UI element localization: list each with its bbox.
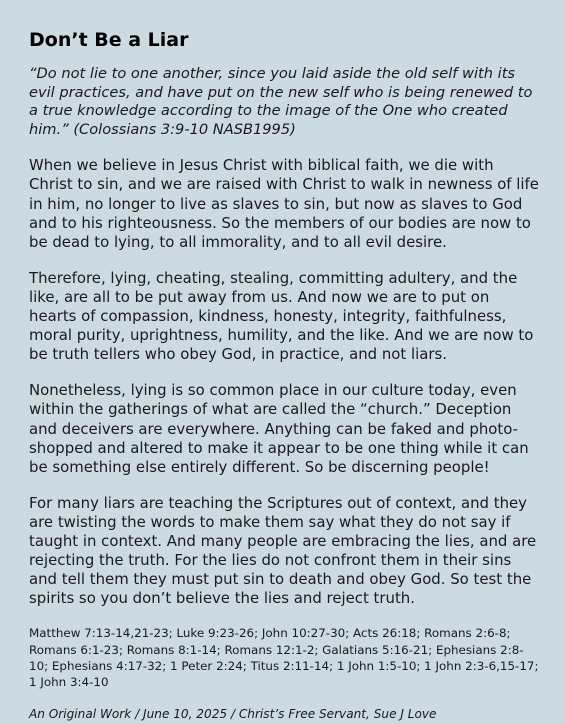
body-paragraph-3: Nonetheless, lying is so common place in our culture today, even within the gatherings of what are called the “church.” Deception and deceivers are everywhere. Anything can be faked and photo-shopped and altered to make it appear to be one thing while it can be something else entirely different. So be discerning people! <box>29 381 529 476</box>
body-paragraph-2: Therefore, lying, cheating, stealing, committing adultery, and the like, are all to be put away from us. And now we are to put on hearts of compassion, kindness, honesty, integrity, faithfulness, moral purity, uprightness, humility, and the like. And we are now to be truth tellers who obey God, in practice, and not liars. <box>29 268 534 364</box>
body-paragraph-1: When we believe in Jesus Christ with biblical faith, we die with Christ to sin, and we are raised with Christ to walk in newness of life in him, no longer to live as slaves to sin, but now as slaves to God and to his righteousness. So the members of our bodies are now to be dead to lying, to all immorality, and to all evil desire. <box>29 156 539 251</box>
body-paragraph-4: For many liars are teaching the Scriptures out of context, and they are twisting the words to make them say what they do not say if taught in context. And many people are embracing the lies, and are rejecting the truth. For the lies do not confront them in their sins and tell them they must put sin to death and obey God. So test the spirits so you don’t believe the lies and reject truth. <box>29 493 537 608</box>
author-footer: An Original Work / June 10, 2025 / Christ’s Free Servant, Sue J Love <box>29 707 437 722</box>
page-title: Don’t Be a Liar <box>29 29 189 51</box>
scripture-quote: “Do not lie to one another, since you laid aside the old self with its evil practices, and have put on the new self who is being renewed to a true knowledge according to the image of the One who created him.” (Colossians 3:9-10 NASB1995) <box>29 65 533 138</box>
scripture-references: Matthew 7:13-14,21-23; Luke 9:23-26; John 10:27-30; Acts 26:18; Romans 2:6-8; Romans 6:1-23; Romans 8:1-14; Romans 12:1-2; Galatians 5:16-21; Ephesians 2:8-10; Ephesians 4:17-32; 1 Peter 2:24; Titus 2:11-14; 1 John 1:5-10; 1 John 2:3-6,15-17; 1 John 3:4-10 <box>29 626 539 689</box>
